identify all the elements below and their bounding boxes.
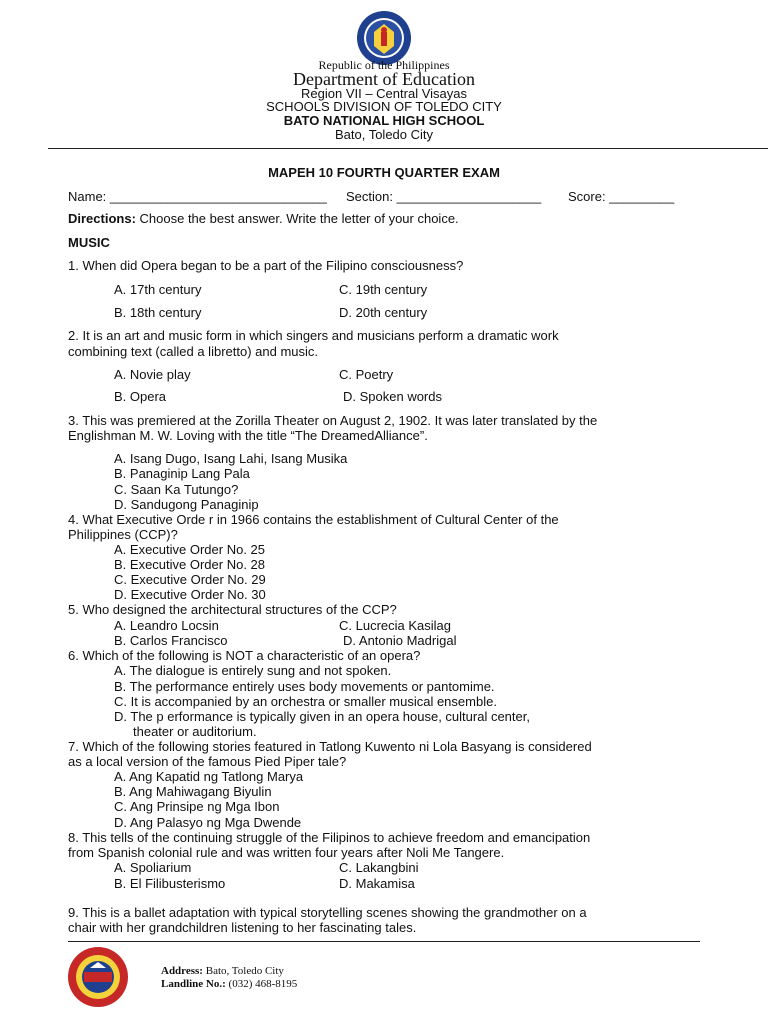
- q8-option-d: D. Makamisa: [339, 876, 415, 891]
- q5-option-d: D. Antonio Madrigal: [343, 633, 457, 648]
- q3-option-c: C. Saan Ka Tutungo?: [114, 482, 239, 497]
- q3-option-d: D. Sandugong Panaginip: [114, 497, 259, 512]
- directions-label: Directions:: [68, 211, 136, 226]
- q4-option-c: C. Executive Order No. 29: [114, 572, 266, 587]
- school-seal: [66, 946, 130, 1008]
- name-field: Name: ______________________________: [68, 189, 327, 204]
- question-4-line-1: 4. What Executive Orde r in 1966 contains the establishment of Cultural Center of the: [68, 512, 559, 527]
- footer-landline: [161, 978, 297, 990]
- question-9-line-2: chair with her grandchildren listening to her fascinating tales.: [68, 920, 417, 935]
- q8-option-c: C. Lakangbini: [339, 860, 419, 875]
- header-divider: [48, 148, 768, 149]
- question-1: 1. When did Opera began to be a part of the Filipino consciousness?: [68, 258, 464, 273]
- q6-option-b: B. The performance entirely uses body movements or pantomime.: [114, 679, 495, 694]
- question-9-line-1: 9. This is a ballet adaptation with typical storytelling scenes showing the grandmother on a: [68, 905, 587, 920]
- address-label: Address:: [161, 965, 203, 977]
- section-heading-music: MUSIC: [68, 235, 110, 250]
- footer-divider: [68, 941, 700, 942]
- department-title: Department of Education: [293, 69, 475, 89]
- exam-title: MAPEH 10 FOURTH QUARTER EXAM: [268, 165, 500, 180]
- directions-text: Choose the best answer. Write the letter of your choice.: [135, 211, 459, 226]
- q7-option-a: A. Ang Kapatid ng Tatlong Marya: [114, 769, 304, 784]
- question-7-line-2: as a local version of the famous Pied Piper tale?: [68, 754, 347, 769]
- q7-option-c: C. Ang Prinsipe ng Mga Ibon: [114, 799, 280, 814]
- q1-option-a: A. 17th century: [114, 282, 202, 297]
- footer-address: [161, 965, 284, 977]
- q4-option-b: B. Executive Order No. 28: [114, 557, 266, 572]
- q5-option-b: B. Carlos Francisco: [114, 633, 228, 648]
- q8-option-a: A. Spoliarium: [114, 860, 192, 875]
- division-line: SCHOOLS DIVISION OF TOLEDO CITY: [266, 99, 502, 114]
- republic-line: Republic of the Philippines: [318, 58, 450, 72]
- q8-option-b: B. El Filibusterismo: [114, 876, 226, 891]
- q6-option-d-continued: theater or auditorium.: [133, 724, 257, 739]
- q7-option-d: D. Ang Palasyo ng Mga Dwende: [114, 815, 302, 830]
- q1-option-c: C. 19th century: [339, 282, 428, 297]
- q2-option-c: C. Poetry: [339, 367, 394, 382]
- q2-option-a: A. Novie play: [114, 367, 191, 382]
- q4-option-a: A. Executive Order No. 25: [114, 542, 266, 557]
- landline-value: (032) 468-8195: [225, 978, 298, 990]
- question-2-line-1: 2. It is an art and music form in which singers and musicians perform a dramatic work: [68, 328, 559, 343]
- q2-option-d: D. Spoken words: [343, 389, 442, 404]
- question-5: 5. Who designed the architectural structures of the CCP?: [68, 602, 397, 617]
- question-7-line-1: 7. Which of the following stories featured in Tatlong Kuwento ni Lola Basyang is considered: [68, 739, 592, 754]
- question-8-line-1: 8. This tells of the continuing struggle of the Filipinos to achieve freedom and emancipation: [68, 830, 591, 845]
- q3-option-b: B. Panaginip Lang Pala: [114, 466, 250, 481]
- school-name: BATO NATIONAL HIGH SCHOOL: [283, 113, 485, 128]
- question-3-line-2: Englishman M. W. Loving with the title “The DreamedAlliance”.: [68, 428, 428, 443]
- q6-option-c: C. It is accompanied by an orchestra or smaller musical ensemble.: [114, 694, 497, 709]
- question-2-line-2: combining text (called a libretto) and music.: [68, 344, 319, 359]
- section-field: Section: ____________________: [346, 189, 542, 204]
- q4-option-d: D. Executive Order No. 30: [114, 587, 266, 602]
- q6-option-d: D. The p erformance is typically given in an opera house, cultural center,: [114, 709, 530, 724]
- q2-option-b: B. Opera: [114, 389, 167, 404]
- address-value: Bato, Toledo City: [202, 965, 284, 977]
- question-3-line-1: 3. This was premiered at the Zorilla Theater on August 2, 1902. It was later translated by the: [68, 413, 598, 428]
- question-6: 6. Which of the following is NOT a characteristic of an opera?: [68, 648, 421, 663]
- q1-option-b: B. 18th century: [114, 305, 202, 320]
- question-8-line-2: from Spanish colonial rule and was written four years after Noli Me Tangere.: [68, 845, 505, 860]
- q5-option-a: A. Leandro Locsin: [114, 618, 219, 633]
- q1-option-d: D. 20th century: [339, 305, 428, 320]
- question-4-line-2: Philippines (CCP)?: [68, 527, 178, 542]
- score-field: Score: _________: [568, 189, 675, 204]
- q7-option-b: B. Ang Mahiwagang Biyulin: [114, 784, 272, 799]
- q3-option-a: A. Isang Dugo, Isang Lahi, Isang Musika: [114, 451, 348, 466]
- region-line: Region VII – Central Visayas: [301, 86, 467, 101]
- q5-option-c: C. Lucrecia Kasilag: [339, 618, 451, 633]
- directions: [68, 211, 459, 226]
- school-location: Bato, Toledo City: [334, 127, 434, 142]
- landline-label: Landline No.:: [161, 978, 226, 990]
- q6-option-a: A. The dialogue is entirely sung and not spoken.: [114, 663, 392, 678]
